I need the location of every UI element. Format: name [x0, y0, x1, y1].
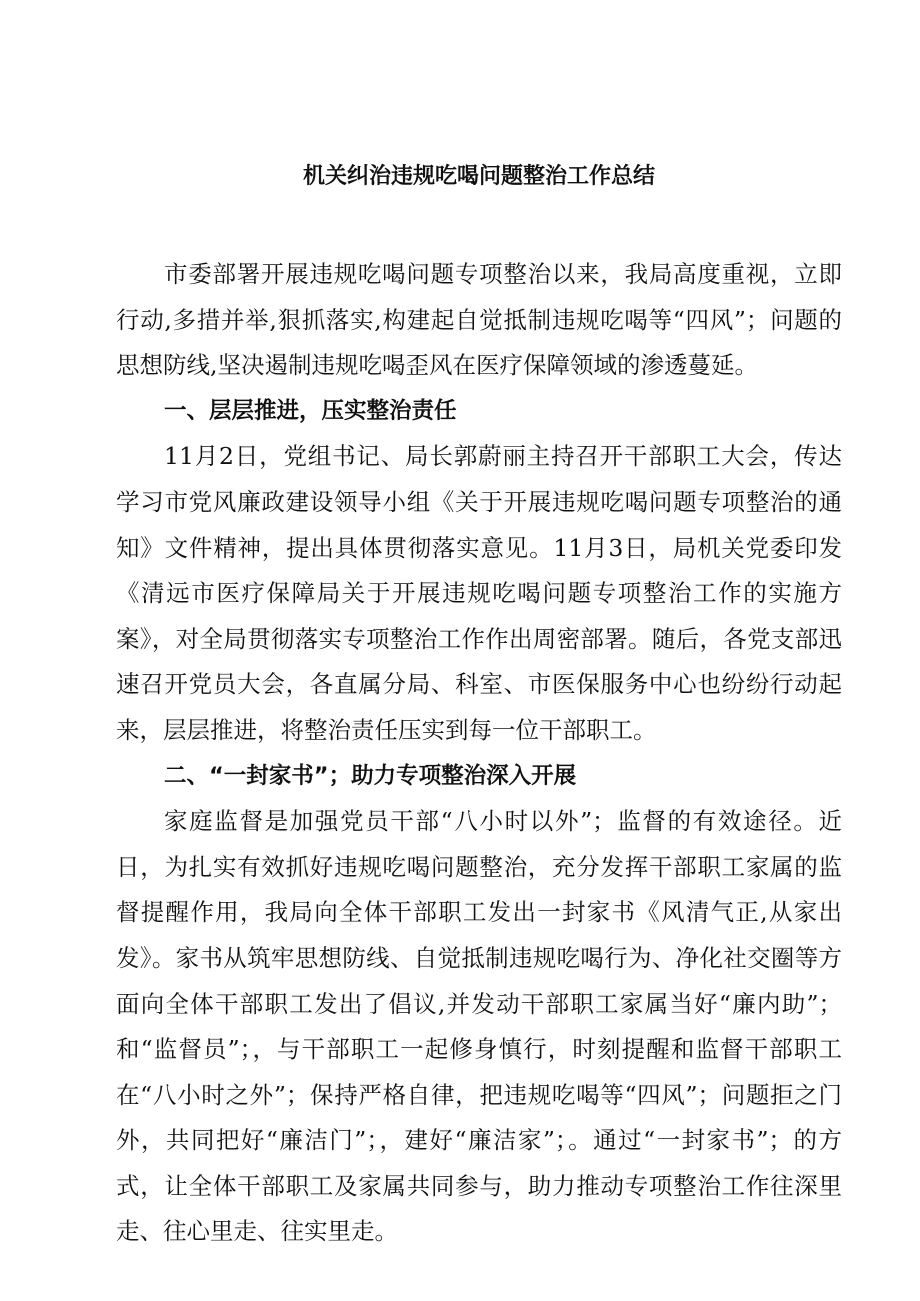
- section-1-paragraph: 11月2日，党组书记、局长郭蔚丽主持召开干部职工大会，传达学习市党风廉政建设领导小组《关于开展违规吃喝问题专项整治的通知》文件精神，提出具体贯彻落实意见。11月3日，局机关党委印发《清远市医疗保障局关于开展违规吃喝问题专项整治工作的实施方案》，对全局贯彻落实专项整治工作作出周密部署。随后，各党支部迅速召开党员大会，各直属分局、科室、市医保服务中心也纷纷行动起来，层层推进，将整治责任压实到每一位干部职工。: [116, 442, 842, 744]
- section-2-paragraph: 家庭监督是加强党员干部“八小时以外”；监督的有效途径。近日，为扎实有效抓好违规吃喝问题整治，充分发挥干部职工家属的监督提醒作用，我局向全体干部职工发出一封家书《风清气正,从家出发》。家书从筑牢思想防线、自觉抵制违规吃喝行为、净化社交圈等方面向全体干部职工发出了倡议,并发动干部职工家属当好“廉内助”；和“监督员”；，与干部职工一起修身慎行，时刻提醒和监督干部职工在“八小时之外”；保持严格自律，把违规吃喝等“四风”；问题拒之门外，共同把好“廉洁门”；，建好“廉洁家”；。通过“一封家书”；的方式，让全体干部职工及家属共同参与，助力推动专项整治工作往深里走、往心里走、往实里走。: [116, 807, 842, 1246]
- document-title: 机关纠治违规吃喝问题整治工作总结: [302, 164, 655, 189]
- intro-paragraph: 市委部署开展违规吃喝问题专项整治以来，我局高度重视，立即行动,多措并举,狠抓落实,构建起自觉抵制违规吃喝等“四风”；问题的思想防线,坚决遏制违规吃喝歪风在医疗保障领域的渗透蔓延。: [116, 260, 842, 380]
- document-body: [116, 252, 842, 1255]
- section-1-heading: 一、层层推进，压实整治责任: [164, 397, 457, 424]
- section-2-heading: 二、“一封家书”；助力专项整治深入开展: [164, 762, 577, 789]
